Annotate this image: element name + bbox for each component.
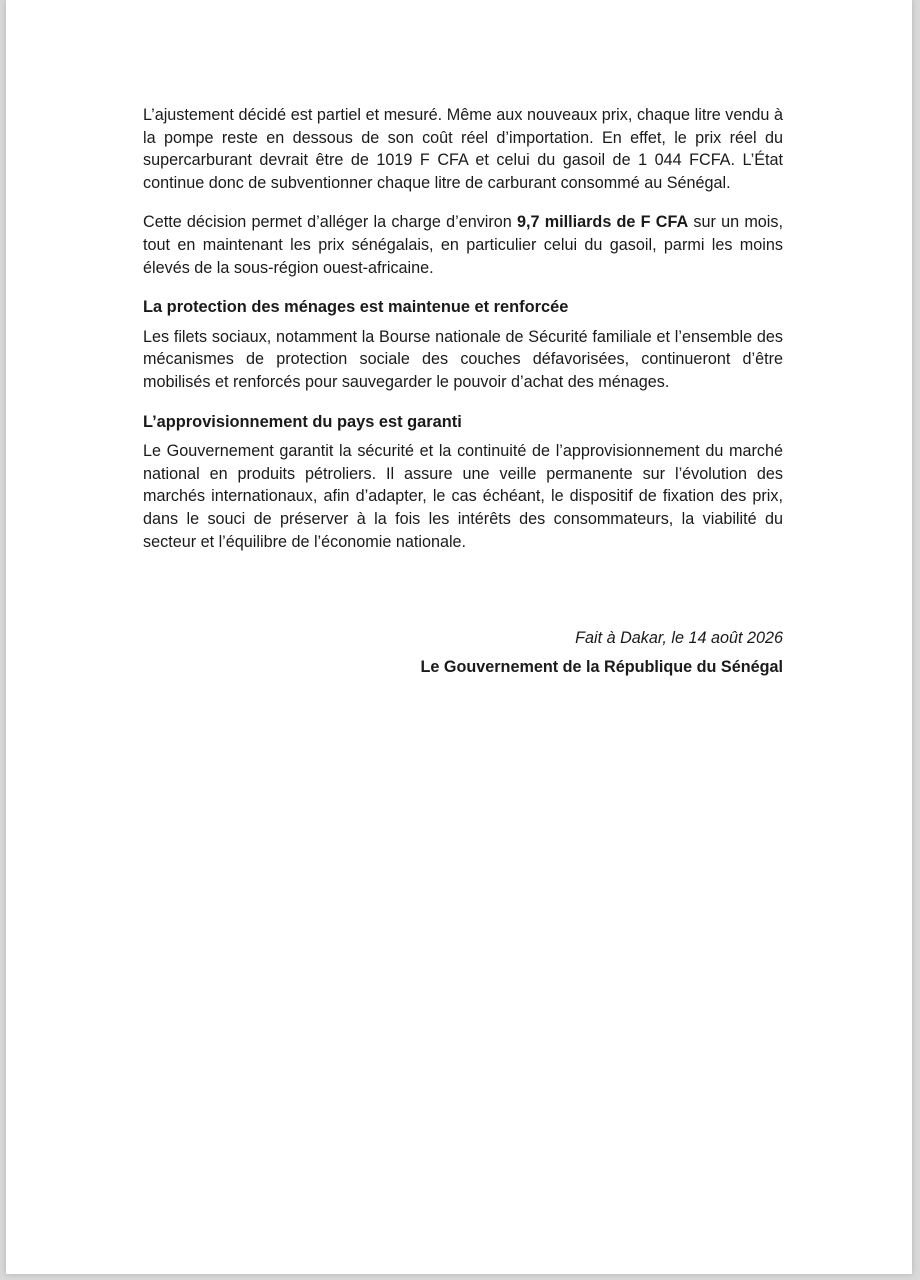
paragraph-household-protection: Les filets sociaux, notamment la Bourse nationale de Sécurité familiale et l’ensemble des mécanismes de protection sociale des couches défavorisées, continueront d’être mobilisés et renforcés pour sauvegarder le pouvoir d’achat des ménages. [143,327,783,391]
paragraph-budget-relief [143,211,783,279]
place-and-date: Fait à Dakar, le 14 août 2026 [575,629,783,647]
amount-highlight: 9,7 milliards de F CFA [517,213,689,232]
document-body [143,104,783,566]
document-page [6,0,912,1274]
signature-line: Le Gouvernement de la République du Sénégal [420,658,783,676]
paragraph-budget-relief-end: sur un mois, tout en maintenant les prix sénégalais, en particulier celui du gasoil, parmi les moins élevés de la sous-région ouest-africaine. [143,213,783,277]
section-heading-household-protection: La protection des ménages est maintenue et renforcée [143,298,569,317]
paragraph-supply-guarantee: Le Gouvernement garantit la sécurité et la continuité de l’approvisionnement du marché national en produits pétroliers. Il assure une veille permanente sur l’évolution des marchés internationaux, afin d’adapter, le cas échéant, le dispositif de fixation des prix, dans le souci de préserver à la fois les intérêts des consommateurs, la viabilité du secteur et l’équilibre de l’économie nationale. [143,442,783,551]
section-heading-supply-guarantee: L’approvisionnement du pays est garanti [143,412,462,431]
paragraph-budget-relief-start: Cette décision permet d’alléger la charge d’environ [143,213,518,232]
paragraph-price-adjustment: L’ajustement décidé est partiel et mesuré. Même aux nouveaux prix, chaque litre vendu à la pompe reste en dessous de son coût réel d’importation. En effet, le prix réel du supercarburant devrait être de 1019 F CFA et celui du gasoil de 1 044 FCFA. L’État continue donc de subventionner chaque litre de carburant consommé au Sénégal. [143,106,783,192]
